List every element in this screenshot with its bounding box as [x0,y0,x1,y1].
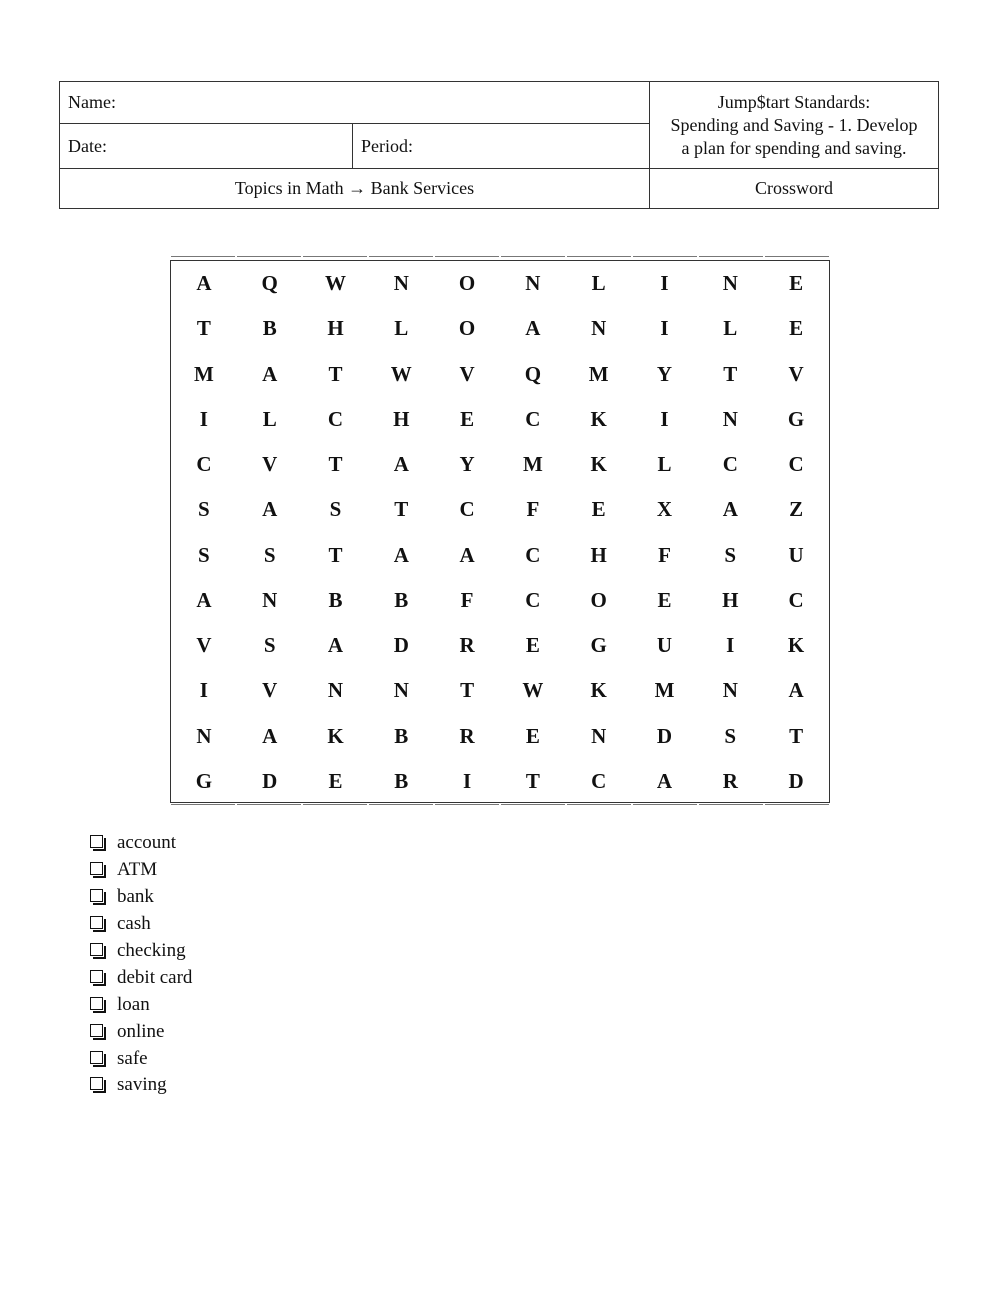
period-field[interactable] [353,124,650,169]
grid-letter[interactable]: U [788,542,804,567]
grid-letter[interactable]: E [328,768,343,793]
word-label: loan [117,993,150,1015]
grid-letter[interactable]: M [522,452,543,477]
grid-letter[interactable]: T [328,452,343,477]
grid-letter[interactable]: V [788,361,804,386]
checkbox-icon[interactable] [90,1024,106,1040]
checkbox-icon[interactable] [90,1077,106,1093]
grid-letter[interactable]: R [459,723,475,748]
grid-row [171,578,829,623]
grid-letter[interactable]: L [657,452,672,477]
grid-letter[interactable]: I [660,406,669,431]
grid-letter[interactable]: N [393,678,409,703]
grid-letter[interactable]: T [723,361,738,386]
grid-letter[interactable]: L [262,406,277,431]
word-list-item [90,964,192,991]
standards-title: Jump$tart Standards: [717,91,871,112]
grid-letter[interactable]: E [525,723,540,748]
grid-letter[interactable]: R [459,633,475,658]
grid-letter[interactable]: L [723,316,738,341]
grid-letter[interactable]: H [590,542,607,567]
grid-letter[interactable]: S [724,723,737,748]
checkbox-icon[interactable] [90,916,106,932]
grid-row [171,397,829,442]
checkbox-icon[interactable] [90,997,106,1013]
grid-letter[interactable]: I [660,316,669,341]
grid-letter[interactable]: C [788,452,804,477]
grid-letter[interactable]: D [788,768,804,793]
word-label: debit card [117,966,193,988]
grid-letter[interactable]: W [390,361,412,386]
topic-text: Topics in Math → Bank Services [234,178,475,198]
grid-letter[interactable]: A [262,361,278,386]
grid-letter[interactable]: E [789,271,804,296]
grid-letter[interactable]: T [460,678,475,703]
topic-cell [60,169,650,209]
word-label: ATM [117,859,158,881]
checkbox-icon[interactable] [90,970,106,986]
grid-letter[interactable]: D [393,633,409,658]
grid-letter[interactable]: G [590,633,607,658]
grid-row [171,533,829,578]
checkbox-icon[interactable] [90,862,106,878]
grid-letter[interactable]: S [263,542,276,567]
grid-bottom-rule [170,804,830,806]
grid-letter[interactable]: T [394,497,409,522]
grid-letter[interactable]: Y [459,452,475,477]
grid-letter[interactable]: E [525,633,540,658]
word-list-item [90,911,192,938]
grid-letter[interactable]: O [458,271,476,296]
grid-row [171,668,829,713]
standards-text-line2: a plan for spending and saving. [681,137,907,158]
grid-letter[interactable]: N [327,678,344,703]
grid-letter[interactable]: T [525,768,540,793]
grid-letter[interactable]: V [262,678,278,703]
grid-letter[interactable]: C [525,587,541,612]
grid-letter[interactable]: B [394,768,409,793]
grid-letter[interactable]: T [196,316,211,341]
grid-letter[interactable]: I [660,271,669,296]
grid-letter[interactable]: B [262,316,277,341]
checkbox-icon[interactable] [90,1051,106,1067]
grid-letter[interactable]: E [789,316,804,341]
grid-letter[interactable]: D [262,768,278,793]
word-list-item [90,830,192,857]
grid-top-rule [170,256,830,258]
grid-letter[interactable]: K [590,678,607,703]
word-list-item [90,1072,192,1099]
name-label: Name: [68,92,116,112]
grid-letter[interactable]: I [462,768,472,793]
grid-letter[interactable]: C [196,452,212,477]
grid-letter[interactable]: C [722,452,738,477]
grid-letter[interactable]: V [459,361,475,386]
grid-letter[interactable]: A [393,542,409,567]
grid-letter[interactable]: A [722,497,738,522]
grid-letter[interactable]: E [460,406,475,431]
grid-letter[interactable]: V [196,633,212,658]
grid-letter[interactable]: S [329,497,342,522]
grid-row [171,261,829,306]
grid-letter[interactable]: T [789,723,804,748]
activity-type-text: Crossword [754,178,833,198]
grid-row [171,306,829,351]
grid-letter[interactable]: E [657,587,672,612]
checkbox-icon[interactable] [90,889,106,905]
grid-letter[interactable]: U [656,633,673,658]
grid-letter[interactable]: N [722,678,738,703]
standards-box [650,82,939,169]
grid-letter[interactable]: H [327,316,344,341]
word-list-item [90,857,192,884]
grid-row [171,714,829,759]
grid-letter[interactable]: C [591,768,607,793]
grid-letter[interactable]: I [726,633,735,658]
grid-letter[interactable]: N [722,406,738,431]
grid-letter[interactable]: K [590,452,607,477]
grid-letter[interactable]: A [327,633,344,658]
word-label: cash [117,913,151,935]
word-bank [90,830,192,1099]
grid-letter[interactable]: M [654,678,675,703]
grid-letter[interactable]: G [787,406,805,431]
grid-letter[interactable]: Y [656,361,673,386]
worksheet-header [59,81,939,209]
grid-letter[interactable]: A [196,587,212,612]
grid-letter[interactable]: L [591,271,606,296]
grid-letter[interactable]: A [196,271,212,296]
grid-letter[interactable]: O [590,587,607,612]
grid-letter[interactable]: F [658,542,671,567]
word-list-item [90,991,192,1018]
grid-letter[interactable]: N [393,271,409,296]
grid-letter[interactable]: B [328,587,343,612]
grid-letter[interactable]: K [787,633,805,658]
grid-row [171,759,829,804]
grid-letter[interactable]: O [458,316,476,341]
grid-letter[interactable]: S [198,542,210,567]
grid-letter[interactable]: H [722,587,739,612]
word-label: account [117,832,177,854]
date-field[interactable] [60,124,353,169]
grid-letter[interactable]: A [262,497,278,522]
word-list-item [90,1045,192,1072]
grid-letter[interactable]: C [525,542,541,567]
grid-letter[interactable]: I [199,406,208,431]
grid-letter[interactable]: T [328,361,343,386]
grid-letter[interactable]: W [324,271,346,296]
word-list-item [90,884,192,911]
grid-letter[interactable]: A [262,723,278,748]
grid-letter[interactable]: G [195,768,213,793]
grid-letter[interactable]: L [394,316,409,341]
name-field[interactable] [60,82,650,124]
word-label: online [117,1020,165,1042]
grid-letter[interactable]: N [591,723,607,748]
word-list-item [90,938,192,965]
grid-letter[interactable]: R [722,768,738,793]
grid-letter[interactable]: C [525,406,541,431]
grid-letter[interactable]: I [199,678,208,703]
grid-letter[interactable]: Q [261,271,278,296]
grid-letter[interactable]: B [394,723,409,748]
word-search-grid [170,260,830,803]
grid-letter[interactable]: S [198,497,210,522]
standards-text-line1: Spending and Saving - 1. Develop [670,114,918,135]
grid-row [171,623,829,668]
grid-letter[interactable]: Q [524,361,542,386]
grid-letter[interactable]: S [724,542,737,567]
grid-letter[interactable]: K [327,723,344,748]
grid-letter[interactable]: F [460,587,474,612]
grid-letter[interactable]: D [656,723,673,748]
checkbox-icon[interactable] [90,835,106,851]
grid-letter[interactable]: K [590,406,607,431]
word-label: bank [117,886,154,908]
grid-letter[interactable]: M [193,361,214,386]
period-label: Period: [361,135,413,156]
grid-letter[interactable]: N [722,271,738,296]
grid-letter[interactable]: A [393,452,409,477]
word-label: checking [117,940,186,961]
grid-letter[interactable]: C [327,406,344,431]
grid-letter[interactable]: M [588,361,609,386]
grid-letter[interactable]: N [525,271,541,296]
grid-letter[interactable]: E [591,497,606,522]
grid-letter[interactable]: V [262,452,278,477]
grid-letter[interactable]: T [328,542,343,567]
grid-letter[interactable]: Z [789,497,804,522]
grid-row [171,352,829,397]
checkbox-icon[interactable] [90,943,106,959]
grid-letter[interactable]: S [263,633,276,658]
activity-type-cell [650,169,939,209]
grid-letter[interactable]: A [459,542,475,567]
grid-letter[interactable]: B [394,587,409,612]
grid-letter[interactable]: A [656,768,673,793]
grid-letter[interactable]: H [393,406,410,431]
grid-letter[interactable]: N [591,316,607,341]
word-label: saving [117,1074,167,1096]
grid-letter[interactable]: N [262,587,278,612]
date-label: Date: [68,135,107,156]
grid-letter[interactable]: C [788,587,804,612]
grid-row [171,442,829,487]
grid-row [171,487,829,532]
word-list-item [90,1018,192,1045]
grid-letter[interactable]: N [196,723,212,748]
grid-letter[interactable]: F [526,497,540,522]
grid-letter[interactable]: A [788,678,804,703]
grid-letter[interactable]: X [656,497,673,522]
grid-letter[interactable]: W [522,678,544,703]
grid-letter[interactable]: C [459,497,475,522]
word-label: safe [117,1047,148,1069]
grid-letter[interactable]: A [525,316,541,341]
